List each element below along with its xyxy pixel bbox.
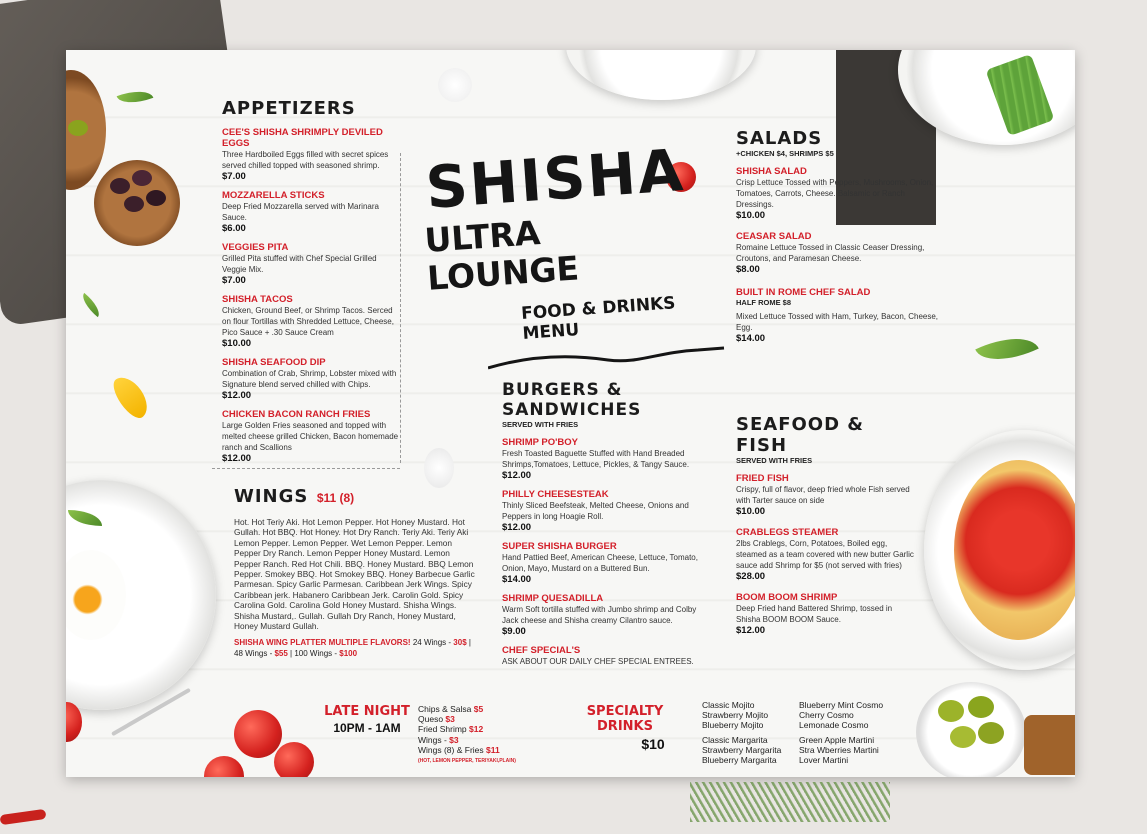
platter-100-price: $100: [339, 649, 358, 659]
olive-image: [132, 170, 152, 186]
item-price: $12.00: [222, 390, 252, 401]
late-night-block: [322, 704, 412, 735]
drink-item: Stra Wberries Martini: [799, 744, 879, 755]
item-desc: Thinly Sliced Beefsteak, Melted Cheese, Onions and Peppers in long Hoagie Roll.: [502, 501, 689, 521]
drink-item: Blueberry Margarita: [702, 755, 777, 766]
drink-item: Green Apple Martini: [799, 734, 875, 745]
title-underline: [488, 346, 728, 372]
title-shisha: SHISHA: [423, 136, 687, 222]
rosemary-image: [690, 782, 890, 822]
item-price: $12.00: [502, 522, 532, 533]
item-sub: HALF ROME $8: [736, 298, 792, 307]
item-name: SHISHA SEAFOOD DIP: [222, 357, 326, 368]
item-desc: Three Hardboiled Eggs filled with secret spices served chilled topped with seasoned shrimp.: [222, 150, 389, 170]
drink-item: Classic Margarita: [702, 734, 768, 745]
item-price: $14.00: [502, 574, 532, 585]
item-desc: Deep Fried Mozzarella served with Marinara Sauce.: [222, 202, 379, 222]
wings-section: [234, 486, 478, 659]
drink-item: Lemonade Cosmo: [799, 720, 869, 731]
item-price: $10.00: [736, 210, 766, 221]
item-price: $14.00: [736, 333, 766, 344]
salads-sub: +CHICKEN $4, SHRIMPS $5: [736, 149, 834, 158]
drink-item: Strawberry Mojito: [702, 710, 769, 721]
menu-page: [66, 50, 1075, 777]
item-name: CEASAR SALAD: [736, 231, 812, 242]
platter-48: 48 Wings -: [234, 649, 275, 659]
item-price: $3: [449, 734, 459, 745]
item-name: SUPER SHISHA BURGER: [502, 541, 617, 552]
item-name: PHILLY CHEESESTEAK: [502, 489, 609, 500]
olive-image: [146, 190, 166, 206]
item-price: $12.00: [222, 453, 252, 464]
item-name: CHEF SPECIAL'S: [502, 645, 581, 656]
item-desc: Hand Pattied Beef, American Cheese, Lettuce, Tomato, Onion, Mayo, Mustard on a Buttered Bun.: [502, 553, 698, 573]
burgers-heading: BURGERS & SANDWICHES: [502, 380, 642, 420]
bottom-strip: [66, 700, 1075, 777]
basil-leaf-image: [975, 325, 1039, 373]
late-night-item: [418, 735, 558, 745]
appetizer-item: [222, 409, 400, 464]
appetizer-item: [222, 127, 400, 182]
item-price: $8.00: [736, 264, 760, 275]
wing-platter: SHISHA WING PLATTER MULTIPLE FLAVORS! 24 Wings - 30$ | 48 Wings - $55 | 100 Wings - $100: [234, 638, 471, 659]
wings-heading-row: [234, 486, 478, 507]
platter-24: 24 Wings -: [412, 638, 454, 648]
salads-heading: SALADS: [736, 128, 823, 149]
item-name: Wings (8) & Fries: [418, 744, 484, 755]
leaf-image: [78, 293, 104, 317]
item-name: SHRIMP PO'BOY: [502, 437, 578, 448]
item-price: $12: [469, 724, 484, 735]
item-name: CHICKEN BACON RANCH FRIES: [222, 409, 371, 420]
chili-pepper-image: [0, 809, 46, 825]
item-price: $5: [473, 704, 484, 714]
appetizers-heading: APPETIZERS: [222, 98, 356, 119]
item-name: MOZZARELLA STICKS: [222, 190, 325, 201]
platter-100: 100 Wings -: [294, 649, 340, 659]
item-price: $6.00: [222, 223, 246, 234]
wings-price: $11 (8): [316, 491, 355, 505]
appetizers-section: [222, 98, 400, 464]
item-price: $3: [445, 714, 455, 725]
item-name: CEE'S SHISHA SHRIMPLY DEVILED EGGS: [222, 127, 383, 149]
garlic-image: [438, 68, 472, 102]
item-price: $9.00: [502, 626, 526, 637]
burger-item: [502, 437, 712, 481]
item-name: SHISHA TACOS: [222, 294, 293, 305]
drinks-col-1: [702, 700, 798, 765]
drink-item: Classic Mojito: [702, 700, 755, 710]
salad-item: [736, 287, 942, 344]
item-desc: Crispy, full of flavor, deep fried whole Fish served with Tarter sauce on side: [736, 485, 910, 505]
burger-item: [502, 489, 712, 533]
seafood-section: [736, 414, 918, 636]
appetizer-item: [222, 242, 400, 286]
salad-item: [736, 166, 942, 221]
late-night-heading: LATE NIGHT: [324, 704, 410, 719]
burger-item: [502, 645, 712, 667]
item-name: Wings -: [418, 734, 450, 745]
appetizer-item: [222, 190, 400, 234]
burger-item: [502, 593, 712, 637]
leaf-image: [117, 85, 154, 110]
late-night-item: [418, 714, 558, 724]
item-price: $7.00: [222, 171, 246, 182]
item-desc: Fresh Toasted Baguette Stuffed with Hand Breaded Shrimps,Tomatoes, Lettuce, Pickles, & Tangy Sauce.: [502, 449, 690, 469]
salad-item: [736, 231, 942, 275]
item-desc: Crisp Lettuce Tossed with Peppers, Mushrooms, Onion, Tomatoes, Carrots, Cheese. Balsamic or Ranch Dressings.: [736, 178, 934, 209]
drinks-col-2: [799, 700, 899, 765]
top-plate-image: [566, 50, 756, 100]
item-name: SHISHA SALAD: [736, 166, 807, 177]
seafood-item: [736, 473, 918, 517]
item-desc: Chicken, Ground Beef, or Shrimp Tacos. Serced on flour Tortillas with Shredded Lettuce, Cheese, Pico Sauce + .30 Sauce Cream: [222, 306, 394, 337]
item-name: SHRIMP QUESADILLA: [502, 593, 604, 604]
item-desc: Combination of Crab, Shrimp, Lobster mixed with Signature blend served chilled with Chips.: [222, 369, 397, 389]
section-divider: [400, 153, 401, 463]
wings-heading: WINGS: [234, 486, 309, 507]
garlic-image: [424, 448, 454, 488]
specialty-drinks-price: $10: [641, 736, 665, 752]
olive-image: [110, 178, 130, 194]
lemon-wedge-image: [108, 371, 154, 422]
item-name: CRABLEGS STEAMER: [736, 527, 839, 538]
item-name: Fried Shrimp: [418, 724, 467, 735]
salads-section: [736, 128, 942, 344]
seafood-sub: SERVED WITH FRIES: [736, 456, 813, 465]
platter-label: SHISHA WING PLATTER MULTIPLE FLAVORS!: [234, 638, 411, 648]
burger-item: [502, 541, 712, 585]
title-ultra-lounge: ULTRA LOUNGE: [423, 213, 581, 298]
late-night-item: [418, 745, 558, 755]
late-night-hours: 10PM - 1AM: [333, 721, 401, 735]
item-price: $10.00: [736, 506, 766, 517]
item-desc: Mixed Lettuce Tossed with Ham, Turkey, Bacon, Cheese, Egg.: [736, 312, 939, 332]
item-price: $12.00: [502, 470, 532, 481]
drink-item: Lover Martini: [799, 755, 849, 766]
item-price: $10.00: [222, 338, 252, 349]
appetizer-item: [222, 357, 400, 401]
seafood-heading: SEAFOOD & FISH: [736, 414, 864, 456]
specialty-drinks-heading: SPECIALTY DRINKS: [586, 704, 664, 734]
olive-image: [124, 196, 144, 212]
item-price: $11: [486, 744, 500, 755]
specialty-drinks-block: [560, 704, 690, 752]
item-desc: Grilled Pita stuffed with Chef Special Grilled Veggie Mix.: [222, 254, 377, 274]
item-desc: 2lbs Crablegs, Corn, Potatoes, Boiled egg, steamed as a team covered with new butter Garlic sauce add Shrimp for $5 (not served with fries): [736, 539, 914, 570]
drink-item: Cherry Cosmo: [799, 710, 854, 721]
item-desc: ASK ABOUT OUR DAILY CHEF SPECIAL ENTREES.: [502, 657, 694, 666]
item-desc: Large Golden Fries seasoned and topped with melted cheese grilled Chicken, Bacon homemade ranch and Scallions: [222, 421, 399, 452]
platter-24-price: 30$: [453, 638, 467, 648]
late-night-item: [418, 704, 558, 714]
seafood-item: [736, 527, 918, 582]
wings-flavors: Hot. Hot Teriy Aki. Hot Lemon Pepper. Hot Honey Mustard. Hot Gullah. Hot BBQ. Hot Honey. Hot Dry Ranch. Teriy Aki. Teriy Aki Lemon Pepper. Lemon Pepper. Wet Lemon Pepper. Lemon Pepper Dry Ranch. Lemon Pepper Honey Mustard. Lemon Pepper Ranch. Red Hot Chili. BBQ. Honey Mustard. BBQ Lemon Pepper. Smokey BBQ. Hot Smokey BBQ. Honey Barbecue Garlic Parmesan. Spicy Garlic Parmesan. Caribbean Jerk Wings. Spicy Caribbean jerk. Habanero Caribbean Jerk. Carolin Gold. Spicy Carolina Gold. Carolina Gold Honey Mustard. Shisha Wings. Shisha Mustard,. Gullah. Gullah Dry Ranch, Honey Mustard, Honey Mustard Gullah.: [234, 517, 475, 632]
drink-item: Blueberry Mojito: [702, 720, 764, 731]
item-price: $28.00: [736, 571, 766, 582]
drink-item: Strawberry Margarita: [702, 744, 782, 755]
item-name: Queso: [418, 714, 444, 725]
burgers-section: [502, 380, 712, 667]
item-name: BUILT IN ROME CHEF SALAD: [736, 287, 871, 298]
item-price: $7.00: [222, 275, 246, 286]
item-price: $12.00: [736, 625, 766, 636]
late-night-items: [418, 704, 558, 766]
item-name: Chips & Salsa: [418, 704, 472, 714]
item-name: FRIED FISH: [736, 473, 789, 484]
seafood-item: [736, 592, 918, 636]
late-night-item: [418, 724, 558, 734]
section-divider: [212, 468, 400, 469]
item-name: BOOM BOOM SHRIMP: [736, 592, 838, 603]
item-name: VEGGIES PITA: [222, 242, 289, 253]
title-subtitle: FOOD & DRINKS MENU: [520, 293, 677, 344]
drink-item: Blueberry Mint Cosmo: [799, 700, 884, 710]
appetizer-item: [222, 294, 400, 349]
item-desc: Romaine Lettuce Tossed in Classic Ceaser Dressing, Croutons, and Paramesan Cheese.: [736, 243, 925, 263]
platter-48-price: $55: [274, 649, 288, 659]
burgers-sub: SERVED WITH FRIES: [502, 420, 579, 429]
late-night-note: (HOT, LEMON PEPPER, TERIYAKI,PLAIN): [418, 758, 516, 765]
menu-title: [423, 136, 687, 377]
pasta-image: [954, 460, 1075, 640]
item-desc: Deep Fried hand Battered Shrimp, tossed in Shisha BOOM BOOM Sauce.: [736, 604, 893, 624]
olive-image: [68, 120, 88, 136]
item-desc: Warm Soft tortilla stuffed with Jumbo shrimp and Colby Jack cheese and Shisha creamy Cilantro sauce.: [502, 605, 697, 625]
